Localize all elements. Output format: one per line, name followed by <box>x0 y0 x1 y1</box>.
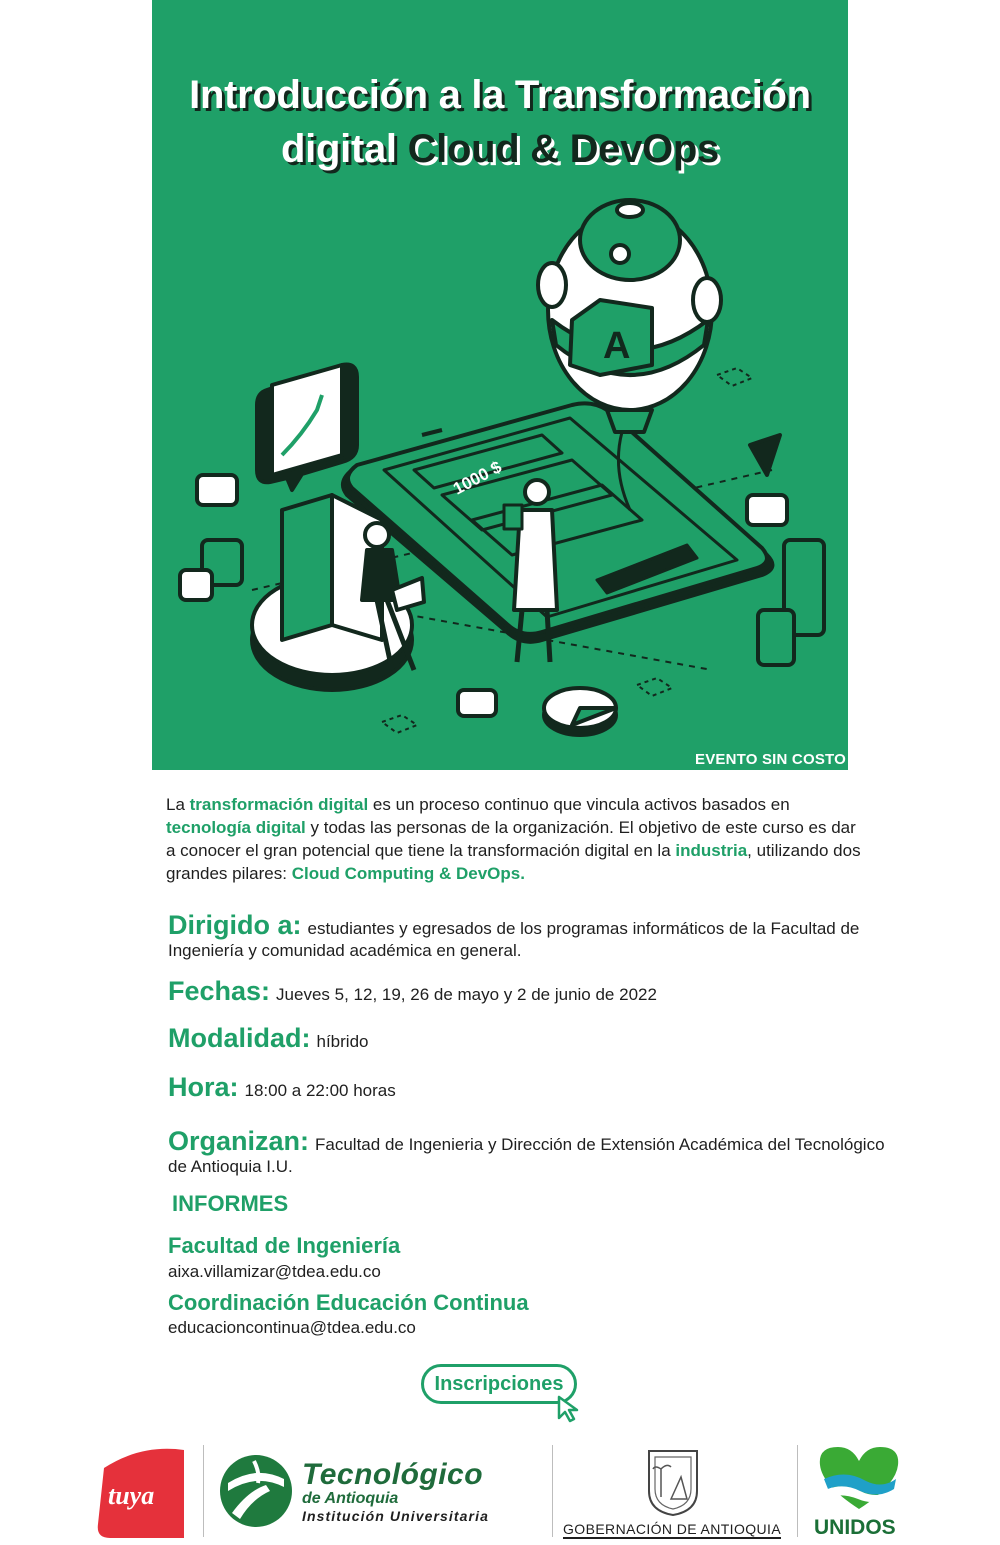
footer-divider-3 <box>797 1445 798 1537</box>
svg-text:tuya: tuya <box>108 1481 155 1510</box>
hero-illustration <box>152 170 848 750</box>
hero-title-cloud-devops: Cloud & DevOps <box>407 127 719 171</box>
informes-heading: INFORMES <box>172 1191 289 1216</box>
intro-paragraph: La transformación digital es un proceso continuo que vincula activos basados en tecnología digital y todas las personas de la organización. El objetivo de este curso es dar a conocer el gran potencial que tiene la transformación digital en la industria, utilizando dos grandes pilares: Cloud Computing & DevOps. <box>166 795 861 883</box>
fechas-section <box>168 976 868 1006</box>
unidos-label: UNIDOS <box>814 1516 896 1539</box>
hero-title-digital: digital <box>281 127 397 171</box>
tecnologico-name: Tecnológico <box>302 1458 484 1491</box>
contact-coordinacion-email[interactable]: educacioncontinua@tdea.edu.co <box>168 1318 416 1337</box>
free-event-badge: EVENTO SIN COSTO <box>687 747 848 770</box>
hora-section <box>168 1072 868 1102</box>
modalidad-section <box>168 1023 868 1053</box>
contact-facultad-email[interactable]: aixa.villamizar@tdea.edu.co <box>168 1262 381 1281</box>
dirigido-label: Dirigido a: <box>168 910 302 940</box>
tecnologico-antioquia-logo-mark <box>218 1453 294 1529</box>
dirigido-section <box>168 910 868 962</box>
hero-title <box>152 68 848 176</box>
hora-label: Hora: <box>168 1072 239 1102</box>
highlight-transformacion: transformación digital <box>189 795 369 814</box>
organizan-section <box>168 1126 888 1178</box>
pointer-cursor-icon <box>556 1394 582 1424</box>
highlight-cloud-devops: Cloud Computing & DevOps. <box>291 864 525 883</box>
organizan-value: Facultad de Ingenieria y Dirección de Extensión Académica del Tecnológico de Antioquia I.U. <box>168 1135 885 1176</box>
phone-amount-label: 1000 $ <box>449 457 505 499</box>
footer-divider-2 <box>552 1445 553 1537</box>
hero-title-line1: Introducción a la Transformación <box>189 73 811 117</box>
unidos-logo-mark <box>816 1443 902 1515</box>
robot-letter: A <box>603 325 631 367</box>
fechas-label: Fechas: <box>168 976 271 1006</box>
hero-banner <box>152 0 848 770</box>
footer-divider-1 <box>203 1445 204 1537</box>
tecnologico-institution: Institución Universitaria <box>302 1508 489 1524</box>
modalidad-label: Modalidad: <box>168 1023 311 1053</box>
fechas-value: Jueves 5, 12, 19, 26 de mayo y 2 de junio de 2022 <box>276 985 657 1004</box>
modalidad-value: híbrido <box>316 1032 369 1051</box>
dirigido-value: estudiantes y egresados de los programas informáticos de la Facultad de Ingeniería y comunidad académica en general. <box>168 919 860 960</box>
gobernacion-label: GOBERNACIÓN DE ANTIOQUIA <box>563 1521 782 1537</box>
contact-coordinacion-name: Coordinación Educación Continua <box>168 1290 529 1315</box>
organizan-label: Organizan: <box>168 1126 310 1156</box>
small-pie-icon <box>544 688 616 735</box>
contact-facultad-name: Facultad de Ingeniería <box>168 1233 401 1258</box>
highlight-tecnologia: tecnología digital <box>166 818 306 837</box>
inscripciones-button[interactable]: Inscripciones <box>421 1364 577 1404</box>
tecnologico-subtitle: de Antioquia <box>302 1490 399 1507</box>
highlight-industria: industria <box>675 841 748 860</box>
hora-value: 18:00 a 22:00 horas <box>244 1081 396 1100</box>
chat-bubble-icon <box>257 365 357 491</box>
gobernacion-seal-icon <box>645 1447 701 1517</box>
tuya-logo <box>96 1446 186 1538</box>
